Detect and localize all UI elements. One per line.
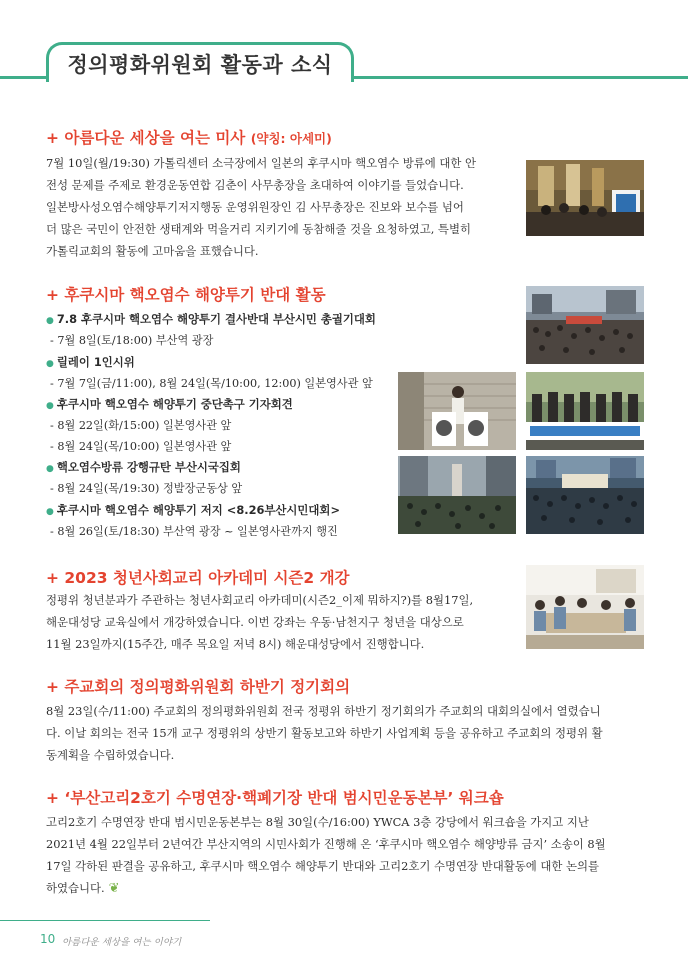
body-line: 해운대성당 교육실에서 개강하였습니다. 이번 강좌는 우동·남천지구 청년을 대상으로 (46, 615, 464, 629)
body-line-text: 하였습니다. (46, 881, 105, 895)
list-item (46, 354, 135, 370)
list-item (46, 396, 293, 412)
leaf-icon: ❦ (108, 881, 120, 896)
photo-citizens-assembly (526, 456, 644, 534)
section-heading-workshop: + ‘부산고리2호기 수명연장·핵폐기장 반대 범시민운동본부’ 워크숍 (46, 789, 504, 807)
body-line: 2021년 4월 22일부터 2년여간 부산지역의 시민사회가 진행해 온 ‘후쿠시마 핵오염수 해양방류 금지’ 소송이 8월 (46, 837, 606, 851)
bullet-dot-icon: ● (46, 316, 54, 326)
item-title: 릴레이 1인시위 (56, 355, 135, 369)
photo-youth-class (526, 565, 644, 649)
item-detail: - 7월 8일(토/18:00) 부산역 광장 (50, 334, 214, 347)
list-item (46, 311, 376, 327)
bullet-dot-icon: ● (46, 359, 54, 369)
item-detail: - 8월 24일(목/19:30) 정발장군동상 앞 (50, 482, 243, 495)
section-body-bishops-committee (46, 700, 642, 766)
item-title: 7.8 후쿠시마 핵오염수 해양투기 결사반대 부산시민 총궐기대회 (56, 312, 376, 326)
list-item (46, 502, 340, 518)
item-title: 핵오염수방류 강행규탄 부산시국집회 (56, 460, 241, 474)
body-line: 전성 문제를 주제로 환경운동연합 김춘이 사무총장을 초대하여 이야기를 들었습니다. (46, 178, 464, 192)
photo-mass-lecture (526, 160, 644, 236)
section-heading-text: + 아름다운 세상을 여는 미사 (46, 129, 246, 147)
photo-city-rally (398, 456, 516, 534)
item-detail: - 7월 7일(금/11:00), 8월 24일(목/10:00, 12:00) 일본영사관 앞 (50, 377, 373, 390)
item-title: 후쿠시마 핵오염수 해양투기 저지 <8.26부산시민대회> (56, 503, 340, 517)
section-body-academy (46, 589, 512, 655)
body-line: 고리2호기 수명연장 반대 범시민운동본부는 8월 30일(수/16:00) YWCA 3층 강당에서 워크숍을 가지고 지난 (46, 815, 589, 829)
bullet-dot-icon: ● (46, 507, 54, 517)
body-line (46, 877, 642, 900)
item-title: 후쿠시마 핵오염수 해양투기 중단촉구 기자회견 (56, 397, 293, 411)
item-detail: - 8월 22일(화/15:00) 일본영사관 앞 (50, 419, 232, 432)
section-heading-academy: + 2023 청년사회교리 아카데미 시즌2 개강 (46, 569, 350, 587)
body-line: 정평위 청년분과가 주관하는 청년사회교리 아카데미(시즌2_이제 뭐하지?)를 8월17일, (46, 593, 474, 607)
body-line: 다. 이날 회의는 전국 15개 교구 정평위의 상반기 활동보고와 하반기 사업계획 등을 공유하고 주교회의 정평위 활 (46, 726, 603, 740)
body-line: 더 많은 국민이 안전한 생태계와 먹을거리 지키기에 동참해줄 것을 요청하였고, 특별히 (46, 222, 471, 236)
photo-press-conference (526, 372, 644, 450)
section-body-workshop (46, 811, 642, 900)
photo-rally-square (526, 286, 644, 364)
body-line: 동계획을 수립하였습니다. (46, 748, 175, 762)
section-heading-fukushima: + 후쿠시마 핵오염수 해양투기 반대 활동 (46, 286, 326, 304)
magazine-title: 아름다운 세상을 여는 이야기 (62, 937, 182, 948)
body-line: 7월 10일(월/19:30) 가톨릭센터 소극장에서 일본의 후쿠시마 핵오염수 방류에 대한 안 (46, 156, 476, 170)
item-detail: - 8월 24일(목/10:00) 일본영사관 앞 (50, 440, 232, 453)
body-line: 일본방사성오염수해양투기저지행동 운영위원장인 김 사무총장은 진보와 보수를 넘어 (46, 200, 464, 214)
page-title: 정의평화위원회 활동과 소식 (67, 53, 333, 77)
photo-one-person-protest (398, 372, 516, 450)
item-detail: - 8월 26일(토/18:30) 부산역 광장 ~ 일본영사관까지 행진 (50, 525, 338, 538)
section-heading-mass (46, 126, 332, 148)
body-line: 가톨릭교회의 활동에 고마움을 표했습니다. (46, 244, 259, 258)
body-line: 17일 각하된 판결을 공유하고, 후쿠시마 핵오염수 해양투기 반대와 고리2호기 수명연장 반대활동에 대한 논의를 (46, 859, 599, 873)
section-subheading: (약칭: 아세미) (250, 131, 332, 146)
body-line: 11월 23일까지(15주간, 매주 목요일 저녁 8시) 해운대성당에서 진행합니다. (46, 637, 425, 651)
footer-rule (0, 920, 210, 921)
page-number: 10 (40, 932, 56, 946)
section-heading-bishops-committee: + 주교회의 정의평화위원회 하반기 정기회의 (46, 678, 351, 696)
body-line: 8월 23일(수/11:00) 주교회의 정의평화위원회 전국 정평위 하반기 정기회의가 주교회의 대회의실에서 열렸습니 (46, 704, 601, 718)
section-body-mass (46, 152, 512, 262)
bullet-dot-icon: ● (46, 401, 54, 411)
bullet-dot-icon: ● (46, 464, 54, 474)
list-item (46, 459, 241, 475)
